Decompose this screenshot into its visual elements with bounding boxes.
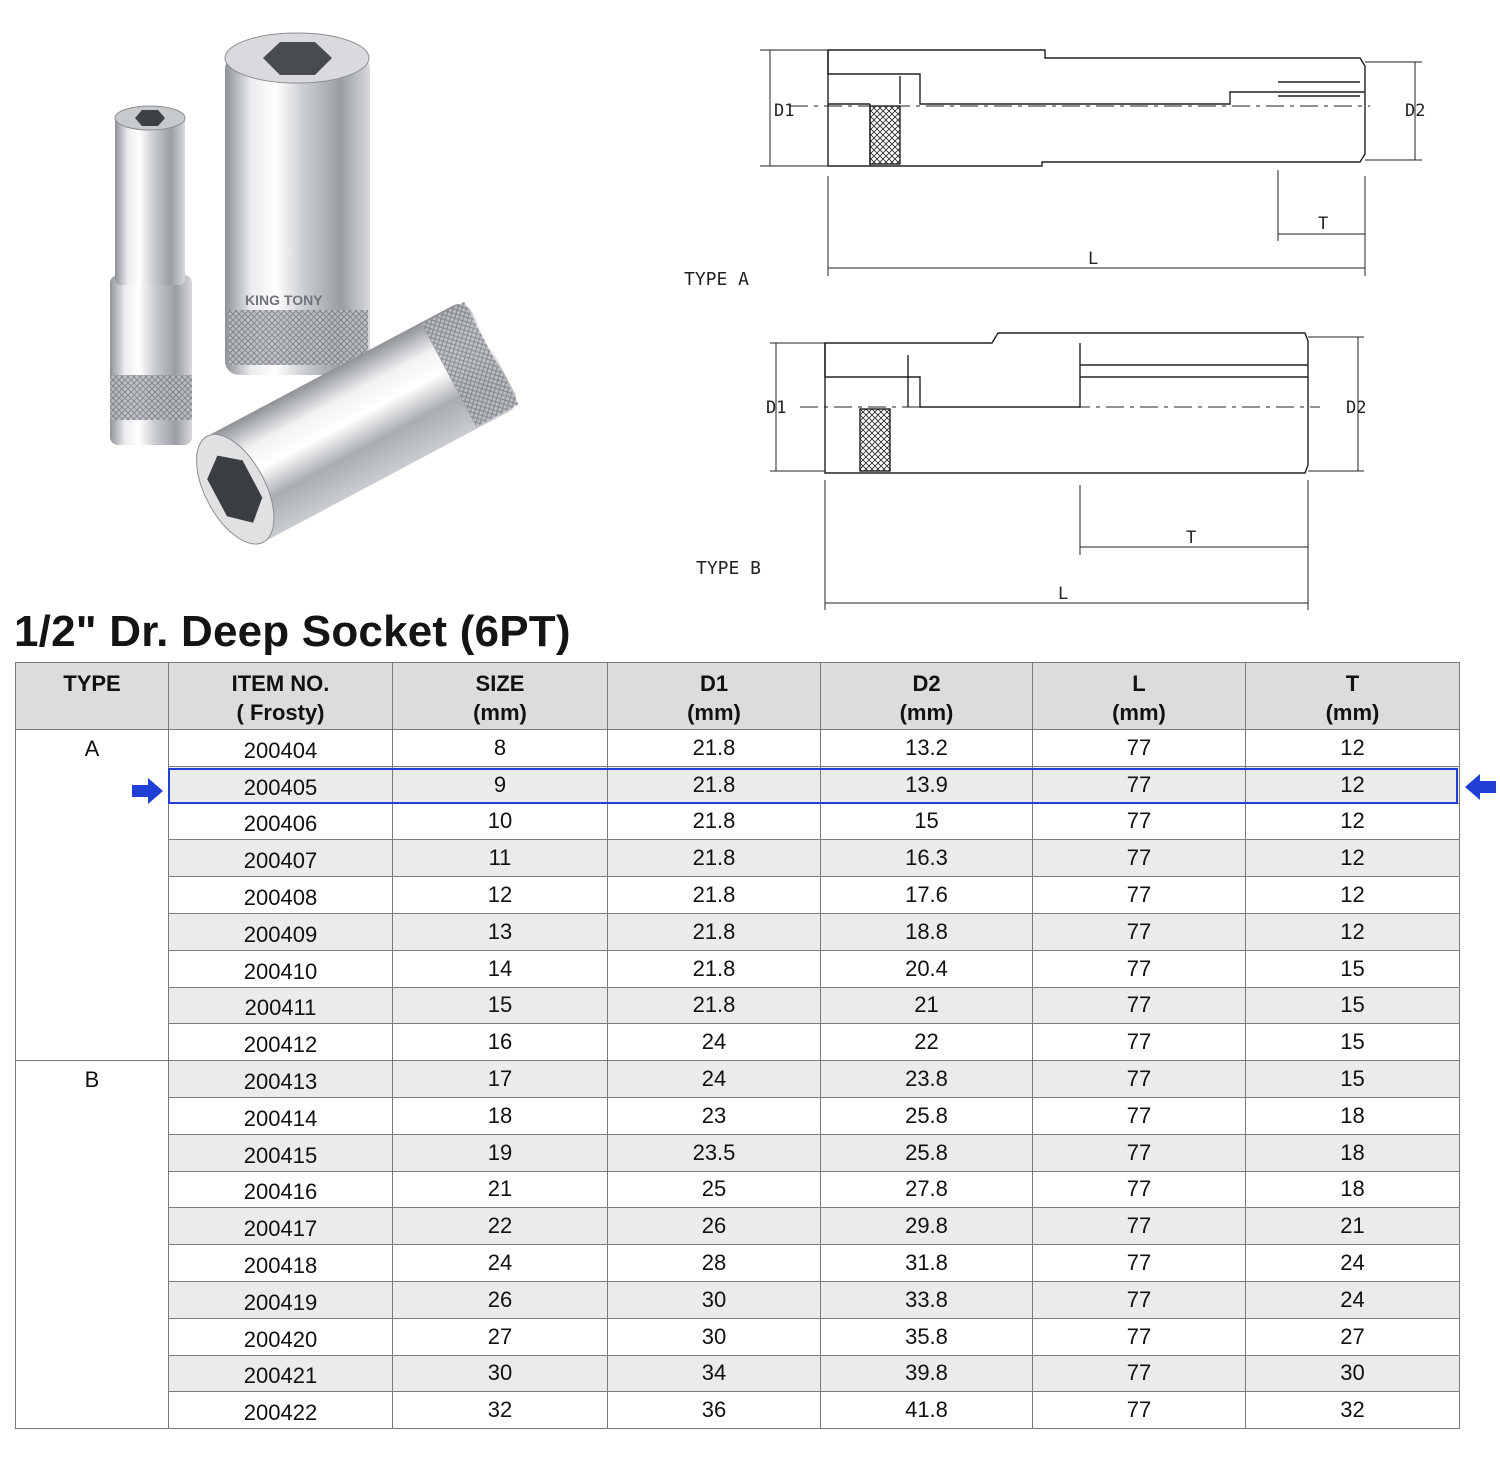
table-row <box>16 987 1460 1024</box>
cell-size: 15 <box>393 987 608 1024</box>
cell-item-no: 200413 <box>169 1061 393 1098</box>
cell-d1: 23 <box>608 1097 821 1134</box>
cell-size: 24 <box>393 1245 608 1282</box>
column-header-unit: (mm) <box>473 700 527 725</box>
page-title: 1/2" Dr. Deep Socket (6PT) <box>14 607 571 657</box>
cell-d1: 36 <box>608 1392 821 1429</box>
cell-t: 24 <box>1246 1281 1460 1318</box>
cell-d1: 23.5 <box>608 1134 821 1171</box>
cell-t: 12 <box>1246 877 1460 914</box>
cell-item-no: 200420 <box>169 1318 393 1355</box>
cell-d1: 28 <box>608 1245 821 1282</box>
cell-d2: 13.9 <box>821 766 1033 803</box>
cell-l: 77 <box>1033 1281 1246 1318</box>
table-row <box>16 1134 1460 1171</box>
cell-t: 27 <box>1246 1318 1460 1355</box>
table-row <box>16 950 1460 987</box>
cell-item-no: 200406 <box>169 803 393 840</box>
cell-d2: 22 <box>821 1024 1033 1061</box>
engraving-text: KING TONY <box>245 292 323 308</box>
type-a-d1-label: D1 <box>774 101 795 121</box>
cell-l: 77 <box>1033 1024 1246 1061</box>
type-a-d2-label: D2 <box>1405 101 1426 121</box>
cell-size: 13 <box>393 913 608 950</box>
column-header-label: D2 <box>912 671 941 696</box>
column-header-d2 <box>821 663 1033 730</box>
cell-d2: 35.8 <box>821 1318 1033 1355</box>
cell-d2: 16.3 <box>821 840 1033 877</box>
column-header-unit: (mm) <box>899 700 954 725</box>
column-header-label: T <box>1345 671 1360 696</box>
table-row <box>16 840 1460 877</box>
type-b-l-label: L <box>1058 584 1069 604</box>
cell-size: 27 <box>393 1318 608 1355</box>
cell-d1: 21.8 <box>608 840 821 877</box>
cell-size: 12 <box>393 877 608 914</box>
cell-t: 24 <box>1246 1245 1460 1282</box>
cell-l: 77 <box>1033 1392 1246 1429</box>
cell-l: 77 <box>1033 1097 1246 1134</box>
cell-l: 77 <box>1033 1134 1246 1171</box>
cell-l: 77 <box>1033 803 1246 840</box>
arrow-left-icon <box>1464 774 1496 800</box>
cell-d2: 25.8 <box>821 1134 1033 1171</box>
table-row <box>16 1097 1460 1134</box>
cell-item-no: 200410 <box>169 950 393 987</box>
cell-d1: 21.8 <box>608 730 821 767</box>
cell-item-no: 200422 <box>169 1392 393 1429</box>
cell-d2: 21 <box>821 987 1033 1024</box>
cell-t: 32 <box>1246 1392 1460 1429</box>
cell-d1: 21.8 <box>608 877 821 914</box>
cell-l: 77 <box>1033 987 1246 1024</box>
column-header-unit: ( Frosty) <box>236 700 325 725</box>
cell-d2: 41.8 <box>821 1392 1033 1429</box>
cell-item-no: 200408 <box>169 877 393 914</box>
cell-t: 21 <box>1246 1208 1460 1245</box>
column-header-t <box>1246 663 1460 730</box>
table-row <box>16 1245 1460 1282</box>
cell-d2: 27.8 <box>821 1171 1033 1208</box>
cell-size: 32 <box>393 1392 608 1429</box>
column-header-label: L <box>1132 671 1146 696</box>
type-a-l-label: L <box>1088 249 1099 269</box>
cell-t: 15 <box>1246 1024 1460 1061</box>
cell-l: 77 <box>1033 950 1246 987</box>
cell-t: 15 <box>1246 950 1460 987</box>
cell-d1: 21.8 <box>608 913 821 950</box>
cell-d2: 39.8 <box>821 1355 1033 1392</box>
table-row <box>16 1061 1460 1098</box>
spec-table <box>15 662 1460 1429</box>
cell-t: 30 <box>1246 1355 1460 1392</box>
table-row <box>16 803 1460 840</box>
cell-item-no: 200417 <box>169 1208 393 1245</box>
cell-size: 26 <box>393 1281 608 1318</box>
cell-t: 18 <box>1246 1134 1460 1171</box>
cell-size: 30 <box>393 1355 608 1392</box>
type-b-caption: TYPE B <box>696 558 762 579</box>
cell-l: 77 <box>1033 730 1246 767</box>
cell-l: 77 <box>1033 1355 1246 1392</box>
cell-d2: 25.8 <box>821 1097 1033 1134</box>
table-row <box>16 1355 1460 1392</box>
cell-t: 18 <box>1246 1097 1460 1134</box>
column-header-d1 <box>608 663 821 730</box>
cell-l: 77 <box>1033 1171 1246 1208</box>
cell-t: 12 <box>1246 803 1460 840</box>
large-socket <box>225 33 370 375</box>
column-header-l <box>1033 663 1246 730</box>
cell-item-no: 200405 <box>169 766 393 803</box>
table-row <box>16 1208 1460 1245</box>
arrow-right-icon <box>132 778 164 804</box>
column-header-label: ITEM NO. <box>231 671 330 696</box>
cell-size: 8 <box>393 730 608 767</box>
cell-t: 12 <box>1246 913 1460 950</box>
cell-item-no: 200418 <box>169 1245 393 1282</box>
cell-item-no: 200421 <box>169 1355 393 1392</box>
cell-d1: 30 <box>608 1318 821 1355</box>
cell-d1: 21.8 <box>608 987 821 1024</box>
cell-t: 18 <box>1246 1171 1460 1208</box>
table-row <box>16 766 1460 803</box>
cell-size: 21 <box>393 1171 608 1208</box>
cell-d2: 18.8 <box>821 913 1033 950</box>
cell-l: 77 <box>1033 1318 1246 1355</box>
type-b-drawing <box>680 325 1400 625</box>
cell-size: 18 <box>393 1097 608 1134</box>
cell-l: 77 <box>1033 840 1246 877</box>
column-header-unit: (mm) <box>1325 700 1380 725</box>
product-photo <box>95 20 545 575</box>
cell-l: 77 <box>1033 1245 1246 1282</box>
cell-item-no: 200411 <box>169 987 393 1024</box>
cell-d1: 21.8 <box>608 803 821 840</box>
cell-l: 77 <box>1033 1208 1246 1245</box>
table-row <box>16 730 1460 767</box>
cell-d1: 25 <box>608 1171 821 1208</box>
table-row <box>16 1318 1460 1355</box>
cell-t: 12 <box>1246 766 1460 803</box>
cell-l: 77 <box>1033 1061 1246 1098</box>
cell-item-no: 200415 <box>169 1134 393 1171</box>
cell-d1: 34 <box>608 1355 821 1392</box>
column-header-unit: (mm) <box>1112 700 1166 725</box>
cell-item-no: 200409 <box>169 913 393 950</box>
column-header-label: TYPE <box>63 671 121 696</box>
cell-d1: 24 <box>608 1024 821 1061</box>
cell-d1: 24 <box>608 1061 821 1098</box>
cell-d2: 23.8 <box>821 1061 1033 1098</box>
type-a-t-label: T <box>1318 214 1329 234</box>
type-cell: B <box>16 1061 169 1429</box>
column-header-size <box>393 663 608 730</box>
column-header-item-no <box>169 663 393 730</box>
type-a-caption: TYPE A <box>684 269 750 290</box>
type-b-t-label: T <box>1186 528 1197 548</box>
cell-t: 15 <box>1246 1061 1460 1098</box>
cell-item-no: 200414 <box>169 1097 393 1134</box>
cell-d1: 21.8 <box>608 766 821 803</box>
cell-l: 77 <box>1033 766 1246 803</box>
table-row <box>16 1392 1460 1429</box>
type-a-drawing <box>670 36 1450 306</box>
table-row <box>16 877 1460 914</box>
cell-size: 9 <box>393 766 608 803</box>
cell-d2: 31.8 <box>821 1245 1033 1282</box>
cell-d2: 15 <box>821 803 1033 840</box>
cell-d2: 29.8 <box>821 1208 1033 1245</box>
cell-d1: 26 <box>608 1208 821 1245</box>
cell-item-no: 200416 <box>169 1171 393 1208</box>
cell-size: 16 <box>393 1024 608 1061</box>
cell-d2: 33.8 <box>821 1281 1033 1318</box>
cell-t: 12 <box>1246 840 1460 877</box>
cell-size: 17 <box>393 1061 608 1098</box>
type-b-d2-label: D2 <box>1346 398 1367 418</box>
cell-d2: 17.6 <box>821 877 1033 914</box>
cell-size: 11 <box>393 840 608 877</box>
cell-l: 77 <box>1033 913 1246 950</box>
table-row <box>16 1281 1460 1318</box>
cell-size: 22 <box>393 1208 608 1245</box>
cell-size: 14 <box>393 950 608 987</box>
column-header-label: SIZE <box>475 671 525 696</box>
cell-d2: 20.4 <box>821 950 1033 987</box>
column-header-label: D1 <box>699 671 729 696</box>
cell-d1: 30 <box>608 1281 821 1318</box>
cell-d1: 21.8 <box>608 950 821 987</box>
table-row <box>16 913 1460 950</box>
small-socket <box>110 106 192 445</box>
cell-size: 19 <box>393 1134 608 1171</box>
cell-t: 15 <box>1246 987 1460 1024</box>
table-row <box>16 1024 1460 1061</box>
cell-t: 12 <box>1246 730 1460 767</box>
cell-l: 77 <box>1033 877 1246 914</box>
cell-d2: 13.2 <box>821 730 1033 767</box>
cell-size: 10 <box>393 803 608 840</box>
table-row <box>16 1171 1460 1208</box>
column-header-unit: (mm) <box>687 700 741 725</box>
type-b-d1-label: D1 <box>766 398 787 418</box>
type-cell: A <box>16 730 169 1061</box>
column-header-type <box>16 663 169 730</box>
cell-item-no: 200419 <box>169 1281 393 1318</box>
cell-item-no: 200412 <box>169 1024 393 1061</box>
table-header <box>16 663 1460 730</box>
cell-item-no: 200407 <box>169 840 393 877</box>
cell-item-no: 200404 <box>169 730 393 767</box>
table-body <box>16 730 1460 1429</box>
